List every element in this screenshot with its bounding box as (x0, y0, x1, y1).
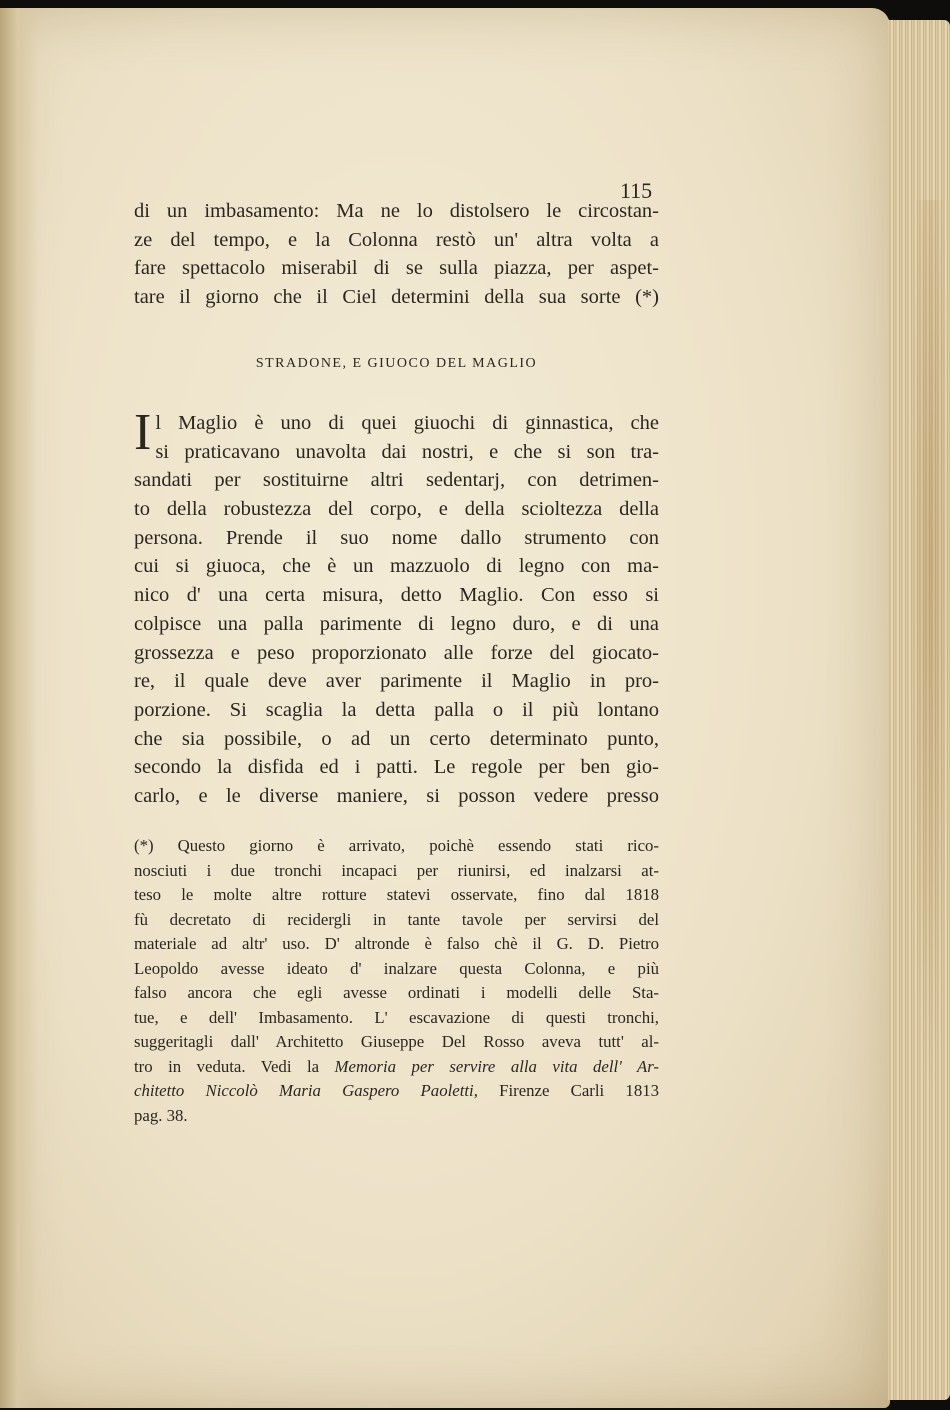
footnote-line: suggeritagli dall' Architetto Giuseppe Del Rosso aveva tutt' al- (134, 1032, 659, 1051)
text-line: carlo, e le diverse maniere, si posson vedere presso (134, 784, 659, 807)
text-line: di un imbasamento: Ma ne lo distolsero le circostan- (134, 200, 659, 222)
footnote-italic-title: chitetto Niccolò Maria Gaspero Paoletti (134, 1081, 474, 1100)
text-line: sandati per sostituirne altri sedentarj, con detrimen- (134, 469, 659, 492)
footnote-line: teso le molte altre rotture statevi osservate, fino dal 1818 (134, 885, 659, 904)
text-line: tare il giorno che il Ciel determini della sua sorte (*) (134, 286, 659, 309)
text-line: porzione. Si scaglia la detta palla o il più lontano (134, 698, 659, 721)
text-line: nico d' una certa misura, detto Maglio. Con esso si (134, 584, 659, 607)
text-line: che sia possibile, o ad un certo determinato punto, (134, 727, 659, 750)
text-line: colpisce una palla parimente di legno duro, e di una (134, 612, 659, 635)
footnote-text: , Firenze Carli 1813 (473, 1081, 659, 1100)
footnote-line: nosciuti i due tronchi incapaci per riunirsi, ed inalzarsi at- (134, 860, 659, 880)
footnote-line: pag. 38. (134, 1105, 188, 1125)
section-heading: STRADONE, E GIUOCO DEL MAGLIO (255, 356, 538, 371)
footnote-line (134, 1055, 659, 1080)
footnote-text: tro in veduta. Vedi la (134, 1056, 335, 1076)
text-line: secondo la disfida ed i patti. Le regole per ben gio- (134, 756, 659, 779)
footnote-line: tue, e dell' Imbasamento. L' escavazione di questi tronchi, (134, 1007, 659, 1027)
text-line: fare spettacolo miserabil di se sulla piazza, per aspet- (134, 257, 659, 280)
footnote-line: fù decretato di recidergli in tante tavole per servirsi del (134, 909, 659, 929)
page-gutter (0, 8, 38, 1408)
text-line: cui si giuoca, che è un mazzuolo di legno con ma- (134, 555, 659, 578)
intro-paragraph (134, 197, 659, 312)
text-line: re, il quale deve aver parimente il Maglio in pro- (134, 670, 659, 693)
drop-cap: I (134, 404, 152, 461)
footnote-line: Leopoldo avesse ideato d' inalzare questa Colonna, e più (134, 958, 659, 978)
main-paragraph (134, 404, 659, 811)
text-line: to della robustezza del corpo, e della scioltezza della (134, 498, 659, 521)
footnote-line: falso ancora che egli avesse ordinati i modelli delle Sta- (134, 983, 659, 1002)
footnote-line: (*) Questo giorno è arrivato, poichè essendo stati rico- (134, 836, 659, 855)
text-line: l Maglio è uno di quei giuochi di ginnastica, che (155, 412, 659, 434)
text-line: si praticavano unavolta dai nostri, e che si son tra- (155, 440, 659, 463)
page-stain (910, 200, 950, 1100)
page-number: 115 (620, 178, 653, 203)
footnote-italic-title: Memoria per servire alla vita dell' Ar- (334, 1056, 659, 1076)
text-line: grossezza e peso proporzionato alle forze del giocato- (134, 641, 659, 664)
text-line: persona. Prende il suo nome dallo strumento con (134, 526, 659, 549)
footnote-line (134, 1079, 659, 1104)
footnote-line: materiale ad altr' uso. D' altronde è falso chè il G. D. Pietro (134, 934, 659, 953)
text-line: ze del tempo, e la Colonna restò un' altra volta a (134, 228, 659, 251)
footnote (134, 834, 659, 1128)
